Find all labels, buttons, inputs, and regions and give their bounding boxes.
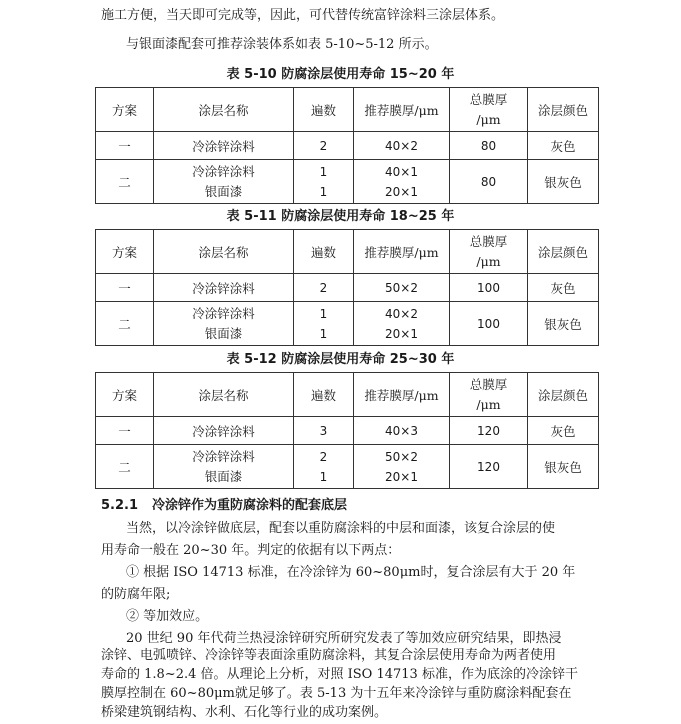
- cell-passes: [294, 160, 354, 204]
- cell-color: 银灰色: [528, 160, 599, 204]
- cell-passes-1: 1: [319, 306, 328, 321]
- cell-passes-2: 1: [319, 326, 328, 341]
- cell-scheme: 一: [96, 132, 154, 160]
- header-total-thickness: [450, 88, 528, 132]
- table-5-10: [95, 87, 599, 204]
- body-paragraph-2-line-1: 20 世纪 90 年代荷兰热浸涂锌研究所研究发表了等加效应研究结果，即热浸: [126, 631, 562, 646]
- table-row: [96, 274, 599, 302]
- cell-color: 银灰色: [528, 302, 599, 346]
- cell-name-2: 银面漆: [204, 468, 243, 484]
- header-film-thickness: 推荐膜厚/μm: [354, 373, 450, 417]
- table-5-11-caption: 表 5-11 防腐涂层使用寿命 18~25 年: [226, 209, 455, 224]
- table-5-11: [95, 229, 599, 346]
- body-paragraph-2-line-2: 涂锌、电弧喷锌、冷涂锌等表面涂重防腐涂料，其复合涂层使用寿命为两者使用: [101, 648, 557, 663]
- table-row: [96, 302, 599, 346]
- header-total-thickness: [450, 230, 528, 274]
- cell-color: 银灰色: [528, 445, 599, 489]
- table-header-row: [96, 88, 599, 132]
- body-paragraph-1-line-2: 用寿命一般在 20~30 年。判定的依据有以下两点：: [101, 543, 401, 558]
- cell-film-2: 20×1: [385, 469, 418, 484]
- cell-film-1: 50×2: [385, 449, 418, 464]
- cell-film-2: 20×1: [385, 326, 418, 341]
- header-scheme: 方案: [96, 230, 154, 274]
- cell-total: 80: [450, 160, 528, 204]
- list-item-1-line-1: ① 根据 ISO 14713 标准，在冷涂锌为 60~80μm时，复合涂层有大于 20 年: [126, 565, 576, 580]
- section-number: 5.2.1: [101, 498, 139, 513]
- cell-passes-1: 1: [319, 164, 328, 179]
- body-paragraph-2-line-4: 膜厚控制在 60~80μm就足够了。表 5-13 为十五年来冷涂锌与重防腐涂料配套在: [101, 686, 572, 701]
- cell-scheme: 一: [96, 417, 154, 445]
- section-title: 冷涂锌作为重防腐涂料的配套底层: [152, 498, 348, 513]
- table-5-12: [95, 372, 599, 489]
- cell-passes: 2: [294, 132, 354, 160]
- table-row: [96, 417, 599, 445]
- cell-total: 80: [450, 132, 528, 160]
- cell-film: [354, 160, 450, 204]
- header-total-l1: 总膜厚: [469, 233, 508, 249]
- header-total-l2: /μm: [476, 111, 501, 127]
- cell-coating-name: 冷涂锌涂料: [154, 132, 294, 160]
- cell-passes-2: 1: [319, 469, 328, 484]
- header-color: 涂层颜色: [528, 373, 599, 417]
- table-header-row: [96, 230, 599, 274]
- cell-coating-name: 冷涂锌涂料: [154, 274, 294, 302]
- header-total-l2: /μm: [476, 253, 501, 269]
- cell-total: 120: [450, 445, 528, 489]
- table-5-10-caption: 表 5-10 防腐涂层使用寿命 15~20 年: [226, 67, 455, 82]
- header-film-thickness: 推荐膜厚/μm: [354, 230, 450, 274]
- cell-passes: 3: [294, 417, 354, 445]
- cell-coating-name: 冷涂锌涂料: [154, 417, 294, 445]
- cell-total: 120: [450, 417, 528, 445]
- cell-total: 100: [450, 274, 528, 302]
- header-scheme: 方案: [96, 373, 154, 417]
- cell-film: 40×3: [354, 417, 450, 445]
- body-paragraph-1-line-1: 当然，以冷涂锌做底层，配套以重防腐涂料的中层和面漆，该复合涂层的使: [126, 521, 556, 536]
- cell-coating-name: [154, 302, 294, 346]
- cell-film: [354, 302, 450, 346]
- header-film-thickness: 推荐膜厚/μm: [354, 88, 450, 132]
- header-coating-name: 涂层名称: [154, 88, 294, 132]
- cell-name-2: 银面漆: [204, 183, 243, 199]
- cell-coating-name: [154, 160, 294, 204]
- cell-name-1: 冷涂锌涂料: [192, 448, 255, 464]
- section-heading: [101, 496, 347, 516]
- header-passes: 遍数: [294, 230, 354, 274]
- header-total-l2: /μm: [476, 396, 501, 412]
- intro-line-2: 与银面漆配套可推荐涂装体系如表 5-10~5-12 所示。: [126, 37, 438, 52]
- cell-film-2: 20×1: [385, 184, 418, 199]
- cell-name-1: 冷涂锌涂料: [192, 163, 255, 179]
- cell-scheme: 二: [96, 302, 154, 346]
- cell-name-2: 银面漆: [204, 325, 243, 341]
- table-5-12-caption: 表 5-12 防腐涂层使用寿命 25~30 年: [226, 352, 455, 367]
- cell-film: 50×2: [354, 274, 450, 302]
- cell-scheme: 二: [96, 160, 154, 204]
- table-row: [96, 132, 599, 160]
- body-paragraph-2-line-3: 寿命的 1.8~2.4 倍。从理论上分析，对照 ISO 14713 标准，作为底涂的冷涂锌干: [101, 667, 578, 682]
- cell-passes: [294, 302, 354, 346]
- cell-color: 灰色: [528, 274, 599, 302]
- intro-line-1: 施工方便，当天即可完成等，因此，可代替传统富锌涂料三涂层体系。: [101, 8, 505, 23]
- list-item-1-line-2: 的防腐年限;: [101, 587, 171, 602]
- cell-passes-1: 2: [319, 449, 328, 464]
- header-coating-name: 涂层名称: [154, 230, 294, 274]
- cell-film: [354, 445, 450, 489]
- header-coating-name: 涂层名称: [154, 373, 294, 417]
- header-total-l1: 总膜厚: [469, 376, 508, 392]
- cell-scheme: 一: [96, 274, 154, 302]
- body-paragraph-2-line-5: 桥梁建筑钢结构、水利、石化等行业的成功案例。: [101, 705, 388, 720]
- cell-scheme: 二: [96, 445, 154, 489]
- header-total-thickness: [450, 373, 528, 417]
- table-header-row: [96, 373, 599, 417]
- cell-film-1: 40×1: [385, 164, 418, 179]
- table-row: [96, 160, 599, 204]
- header-total-l1: 总膜厚: [469, 91, 508, 107]
- cell-passes: [294, 445, 354, 489]
- cell-passes: 2: [294, 274, 354, 302]
- cell-color: 灰色: [528, 417, 599, 445]
- header-scheme: 方案: [96, 88, 154, 132]
- header-passes: 遍数: [294, 373, 354, 417]
- cell-coating-name: [154, 445, 294, 489]
- cell-film-1: 40×2: [385, 306, 418, 321]
- header-passes: 遍数: [294, 88, 354, 132]
- cell-total: 100: [450, 302, 528, 346]
- list-item-2: ② 等加效应。: [126, 609, 209, 624]
- header-color: 涂层颜色: [528, 230, 599, 274]
- table-row: [96, 445, 599, 489]
- cell-film: 40×2: [354, 132, 450, 160]
- cell-name-1: 冷涂锌涂料: [192, 305, 255, 321]
- cell-color: 灰色: [528, 132, 599, 160]
- cell-passes-2: 1: [319, 184, 328, 199]
- header-color: 涂层颜色: [528, 88, 599, 132]
